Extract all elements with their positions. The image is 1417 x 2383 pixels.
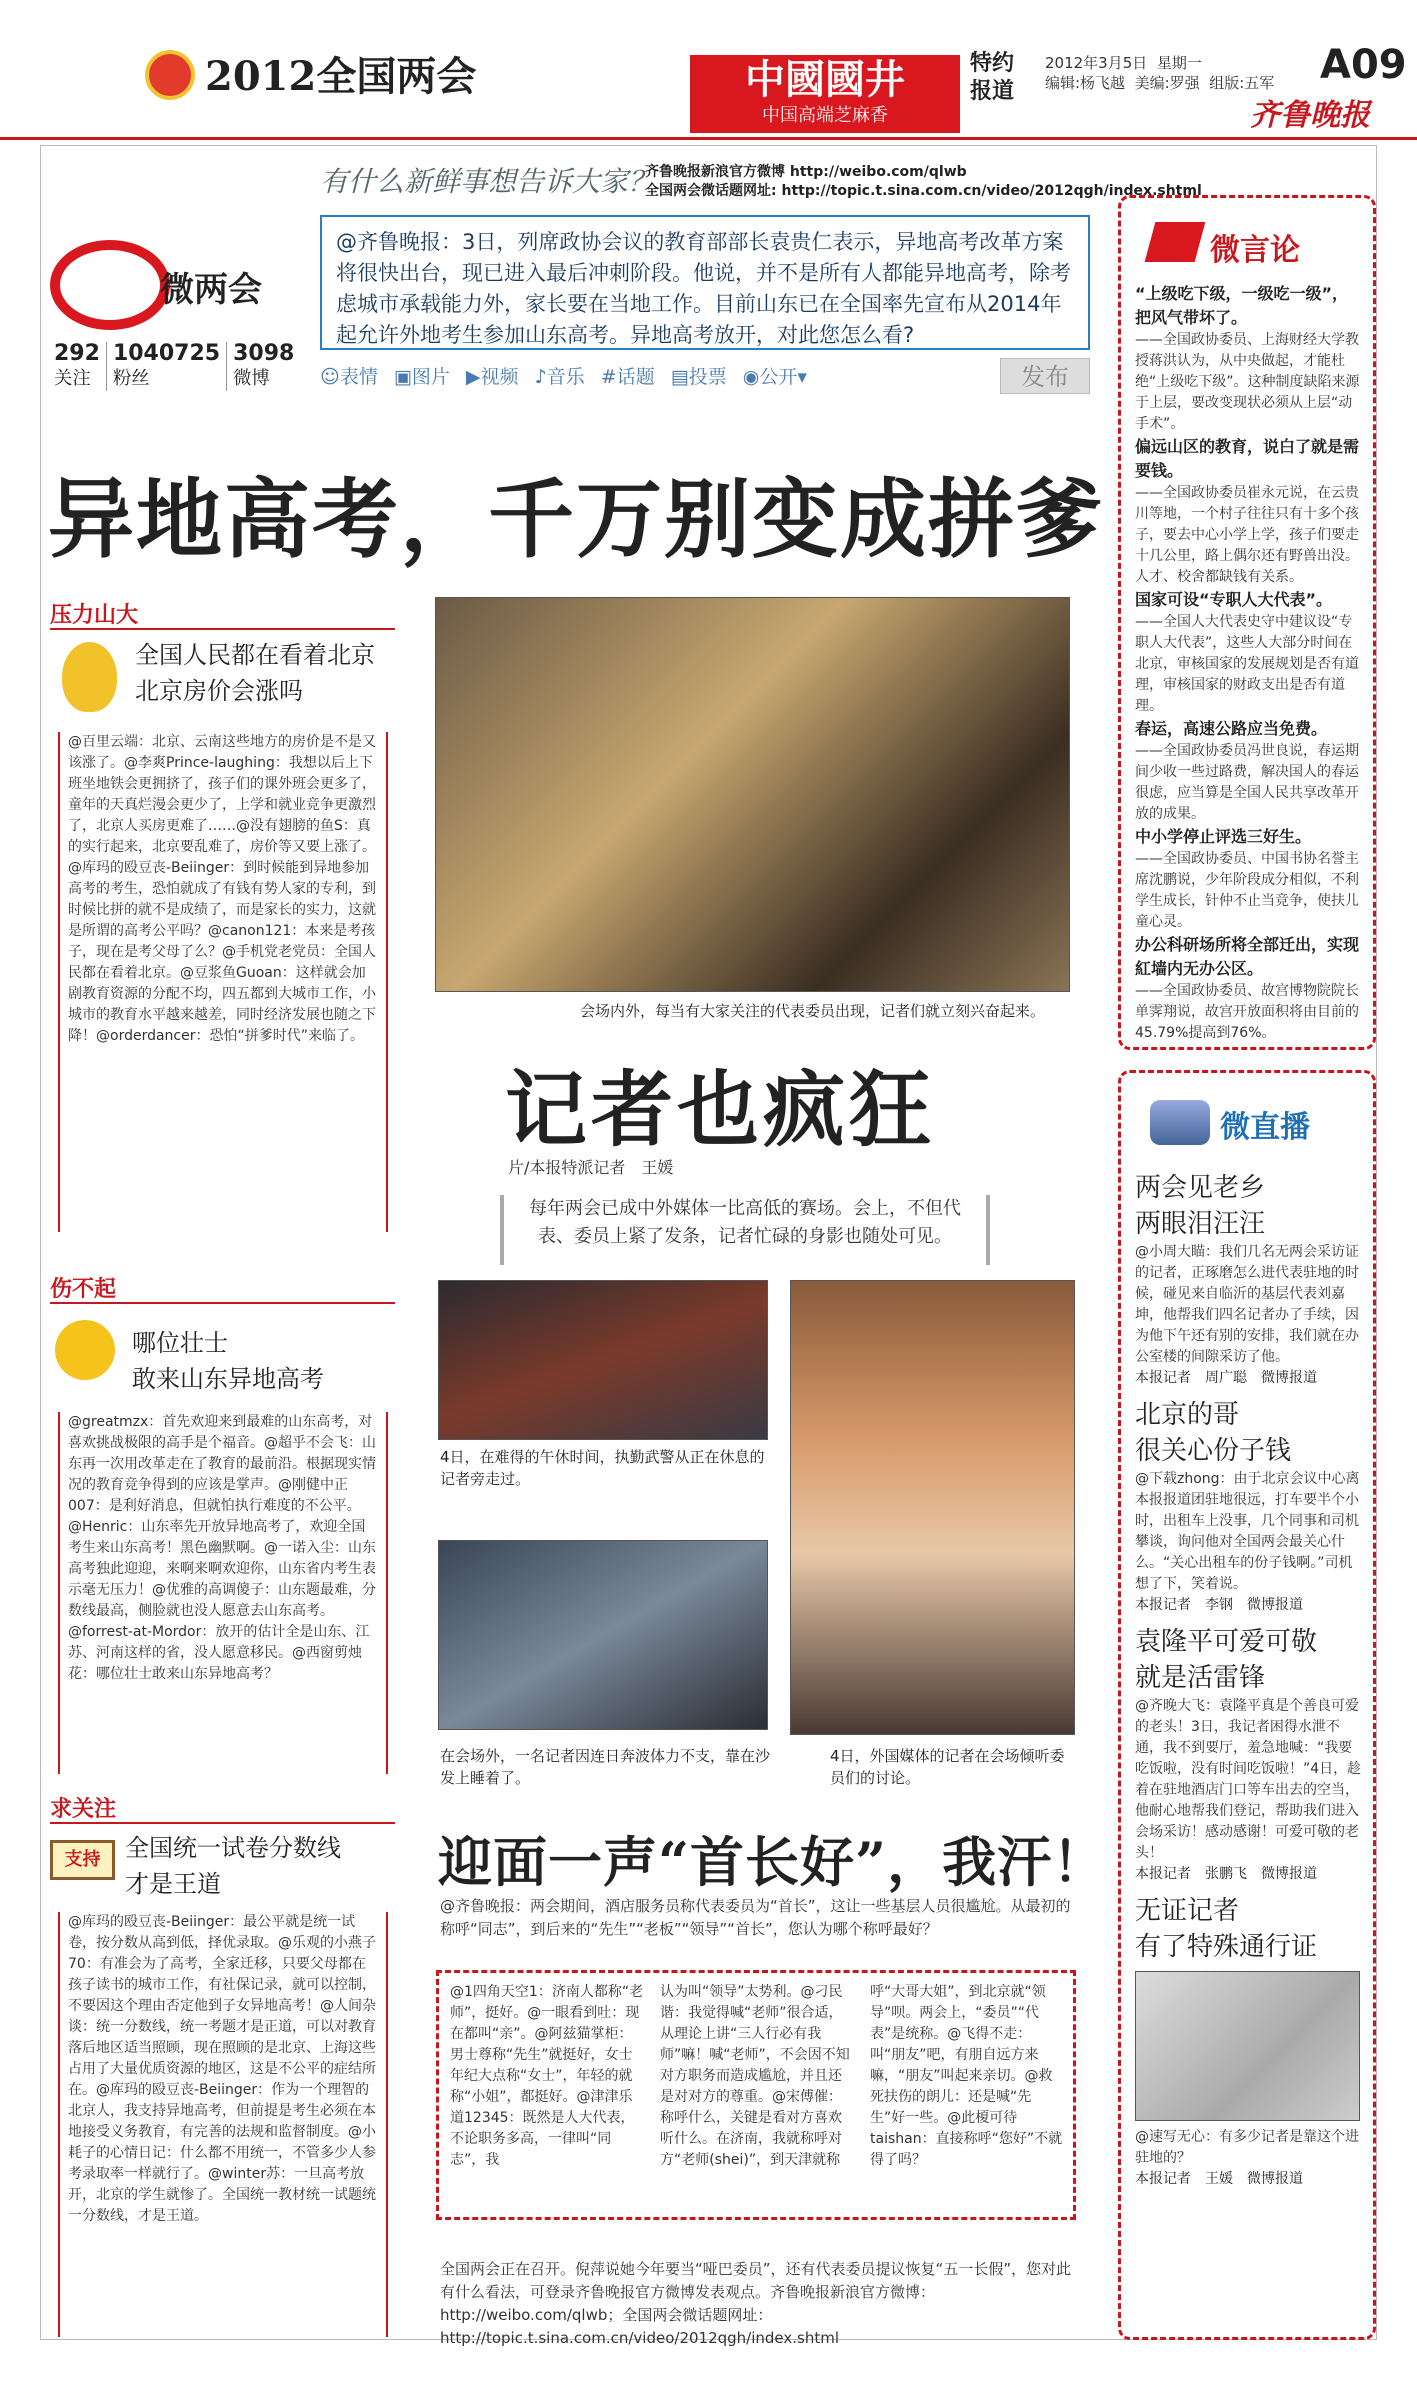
photo3-caption: 在会场外，一名记者因连日奔波体力不支，靠在沙发上睡着了。 (440, 1747, 771, 1787)
boss-col1: @1四角天空1：济南人都称“老师”，挺好。@一眼看到吐：现在都叫“亲”。@阿兹猫掌柜：男士尊称“先生”就挺好，女士年纪大点称“女士”，年轻的就称“小姐”，都挺好。@津津乐道12345：既然是人大代表，不论职务多高，一律叫“同志”，我 (450, 1984, 644, 2168)
national-emblem-icon (145, 50, 195, 100)
photo-sleeping-reporter (438, 1540, 768, 1730)
s2-comments: @greatmzx：首先欢迎来到最难的山东高考，对喜欢挑战极限的高手是个福音。@超乎不会飞：山东再一次用改革走在了教育的最前沿。根据现实情况的教育竞争得到的应该是掌声。@刚健中正007：是利好消息，但就怕执行难度的不公平。@Henric：山东率先开放异地高考了，欢迎全国考生来山东高考！黑色幽默啊。@一诺入尘：山东高考独此迎迎，来啊来啊欢迎你，山东省内考生表示毫无压力！@优雅的高调傻子：山东题最难，分数线最高，侧脸就也没人愿意去山东高考。@forrest-at-Mordor：放开的估计全是山东、江苏、河南这样的省，没人愿意移民。@西窗剪烛花：哪位壮士敢来山东异地高考？ (58, 1412, 388, 1774)
weibo-stats (48, 342, 300, 391)
weibo-prompt: 有什么新鲜事想告诉大家？ (320, 165, 657, 198)
feature-title: 记者也疯狂 (505, 1062, 936, 1158)
sponsor-logo-main: 中國國井 (745, 56, 905, 103)
section-tag-pressure: 压力山大 (50, 603, 139, 628)
boss-lead: @齐鲁晚报：两会期间，酒店服务员称代表委员为“首长”，这让一些基层人员很尴尬。从最初的称呼“同志”，到后来的“先生”“老板”“领导”“首长”，您认为哪个称呼最好？ (440, 1897, 1071, 1938)
micro-opinion-content: “上级吃下级，一级吃一级”，把风气带坏了。 ——全国政协委员、上海财经大学教授蒋洪认为，从中央做起，才能杜绝“上级吃下级”。这种制度缺陷来源于上层，要改变现状必须从上层“动手术”。 偏远山区的教育，说白了就是需要钱。 ——全国政协委员崔永元说，在云贵川等地，一个村子往往只有十多个孩子，要去中心小学上学，孩子们要走十几公里，路上偶尔还有野兽出没。人才、校舍都缺钱有关系。 国家可设“专职人大代表”。 ——全国人大代表史守中建议设“专职人大代表”，这些人大部分时间在北京，审核国家的发展规划是否有道理，审核国家的财政支出是否有道理。 春运，高速公路应当免费。 ——全国政协委员冯世良说，春运期间少收一些过路费，解决国人的春运很虑，应当算是全国人民共享改革开放的成果。 中小学停止评选三好生。 ——全国政协委员、中国书协名誉主席沈鹏说，少年阶段成分相似，不利学生成长，针仲不止当竞争，使扶儿童心灵。 办公科研场所将全部迁出，实现紅墙内无办公区。 ——全国政协委员、故宫博物院院长单霁翔说，故宫开放面积将由目前的45.79%提高到76%。 (1135, 284, 1360, 1041)
s1-comments: @百里云端：北京、云南这些地方的房价是不是又该涨了。@李爽Prince-laughing：我想以后上下班坐地铁会更拥挤了，孩子们的课外班会更多了，童年的天真烂漫会更少了，上学和就业竞争更激烈了，北京人买房更难了……@没有翅膀的鱼S：真的实行起来，北京要乱难了，房价等又要上涨了。@库玛的殴豆丧-Beiinger：到时候能到异地参加高考的考生，恐怕就成了有钱有势人家的专利，到时候比拼的就不是成绩了，而是家长的实力，这就是所谓的高考公平吗？@canon121：本来是考孩子，现在是考父母了么？@手机党老党员：全国人民都在看着北京。@豆浆鱼Guoan：这样就会加剧教育资源的分配不均，四五都到大城市工作，小城市的教育水平越来越差，同时经济发展也随之下降！@orderdancer：恐怕“拼爹时代”来临了。 (58, 732, 388, 1232)
section-rule (50, 1302, 395, 1304)
publish-button[interactable]: 发布 (1000, 358, 1090, 394)
date: 2012年3月5日 (1045, 54, 1148, 72)
topic-tool[interactable]: #话题 (600, 366, 655, 388)
page-footer-note: 全国两会正在召开。倪萍说她今年要当“哑巴委员”，还有代表委员提议恢复“五一长假”，您对此有什么看法，可登录齐鲁晚报官方微博发表观点。齐鲁晚报新浪官方微博：http://weibo.com/qlwb；全国两会微话题网址：http://topic.t.sina.com.cn/video/2012qgh/index.shtml (440, 2260, 1072, 2347)
staff-line (1045, 72, 1274, 93)
sponsor-logo-sub: 中国高端芝麻香 (762, 105, 888, 126)
editor: 编辑:杨飞越 (1045, 74, 1126, 92)
video-tool[interactable]: ▶视频 (465, 366, 519, 388)
photo2-caption: 4日，在难得的午休时间，执勤武警从正在休息的记者旁走过。 (440, 1448, 765, 1488)
micro-live-content: 两会见老乡 两眼泪汪汪 @小周大瞄：我们几名无两会采访证的记者，正琢磨怎么进代表驻地的时候，碰见来自临沂的基层代表刘嘉坤，他帮我们四名记者办了手续，因为他下午还有别的安排，我们就在办公室楼的间隙采访了他。 本报记者 周广聪 微博报道 北京的哥 很关心份子钱 @下载zhong：由于北京会议中心离本报报道团驻地很远，打车要半个小时，出租车上没事，几个同事和司机攀谈，询问他对全国两会最关心什么。“关心出租车的份子钱啊。”司机想了下，笑着说。 本报记者 李钢 微博报道 袁隆平可爱可敬 就是活雷锋 @齐晚大飞：袁隆平真是个善良可爱的老头！3日，我记者困得水泄不通，我不到要厅，羞急地喊：“我要吃饭啦，没有时间吃饭啦！”4日，趁着在驻地酒店门口等车出去的空当，他耐心地帮我们登记，帮助我们进入会场采访！感动感谢！可爱可敬的老头！ 本报记者 张鹏飞 微博报道 无证记者 有了特殊通行证 @速写无心：有多少记者是靠这个进驻地的？ 本报记者 王媛 微博报道 (1135, 1173, 1362, 2187)
micro-live-title: 微直播 (1220, 1110, 1310, 1145)
vote-tool[interactable]: ▤投票 (670, 366, 727, 388)
feature-byline: 片/本报特派记者 王媛 (508, 1158, 674, 1177)
photo1-caption: 会场内外，每当有大家关注的代表委员出现，记者们就立刻兴奋起来。 (580, 1002, 1046, 1020)
stat-posts: 3098 微博 (233, 341, 295, 389)
main-headline: 异地高考，千万别变成拼爹 (48, 469, 1104, 570)
music-tool[interactable]: ♪音乐 (534, 366, 585, 388)
s3-comments: @库玛的殴豆丧-Beiinger：最公平就是统一试卷，按分数从高到低，择优录取。@乐观的小燕子70：有准会为了高考，全家迁移，只要父母都在孩子读书的城市工作，有社保记录，就可以控制，不要因这个理由否定他到子女异地高考！@人间杂谈：统一分数线，统一考题才是正道，可以对教育落后地区适当照顾，现在照顾的是北京、上海这些占用了大量优质资源的地区，这是不公平的症结所在。@库玛的殴豆丧-Beiinger：作为一个理智的北京人，我支持异地高考，但前提是考生必须在本地接受义务教育，有完善的法规和监督制度。@小耗子的心情日记：什么都不用统一，不管多少人参考录取率一样就行了。@winter苏：一旦高考放开，北京的学生就惨了。全国统一教材统一试题统一分数线，才是王道。 (58, 1912, 388, 2337)
weibo-module-title: 微两会 (160, 270, 262, 310)
cartoon-face-icon (55, 1320, 115, 1380)
designer: 美编:罗强 (1134, 74, 1200, 92)
tv-logo-icon (1150, 1100, 1210, 1145)
stat-follow: 292 关注 (48, 342, 107, 391)
section-tag-hurt: 伤不起 (50, 1277, 117, 1302)
special-report-label: 特约报道 (970, 51, 1015, 104)
image-tool[interactable]: ▣图片 (393, 366, 450, 388)
feature-lead: 每年两会已成中外媒体一比高低的赛场。会上，不但代表、委员上紧了发条，记者忙碌的身影也随处可见。 (529, 1198, 961, 1247)
photo-pass-card (1135, 1971, 1360, 2121)
support-sign-icon: 支持 (50, 1840, 115, 1880)
topic-title: 2012全国两会 (205, 53, 477, 100)
stat-fans: 1040725 粉丝 (107, 342, 227, 391)
photo4-caption: 4日，外国媒体的记者在会场倾听委员们的讨论。 (830, 1747, 1065, 1787)
page-number: A09 (1320, 42, 1407, 88)
feature-lead-box (500, 1195, 990, 1265)
official-links: 齐鲁晚报新浪官方微博 http://weibo.com/qlwb 全国两会微话题网址: http://topic.t.sina.com.cn/video/2012qgh/index.shtml (645, 164, 1202, 199)
boss-headline: 迎面一声“首长好”，我汗！ (438, 1830, 1108, 1894)
emoji-tool[interactable]: ☺表情 (320, 366, 378, 388)
newspaper-name: 齐鲁晚报 (1250, 98, 1370, 133)
photo-foreign-reporter (790, 1280, 1075, 1735)
section-tag-attention: 求关注 (50, 1797, 117, 1822)
s2-title: 哪位壮士 敢来山东异地高考 (132, 1329, 324, 1393)
weibo-post-box[interactable]: @齐鲁晚报：3日，列席政协会议的教育部部长袁贵仁表示，异地高考改革方案将很快出台，现已进入最后冲刺阶段。他说，并不是所有人都能异地高考，除考虑城市承载能力外，家长要在当地工作。目前山东已在全国率先宣布从2014年起允许外地考生参加山东高考。异地高考放开，对此您怎么看? (320, 215, 1090, 350)
photo-police-reporters (438, 1280, 768, 1440)
boss-col3: 呼“大哥大姐”，到北京就“领导”呗。两会上，“委员”“代表”是统称。@飞得不走：叫“朋友”吧，有朋自远方来嘛，“朋友”叫起来亲切。@救死扶伤的朗儿：还是喊“先生”好一些。@此榎可待taishan：直接称呼“您好”不就得了吗？ (870, 1984, 1063, 2168)
section-rule (50, 628, 395, 630)
section-rule (50, 1822, 395, 1824)
visibility-tool[interactable]: ◉公开▾ (742, 366, 807, 388)
weekday: 星期一 (1156, 54, 1202, 72)
s3-title: 全国统一试卷分数线 才是王道 (125, 1834, 341, 1898)
date-line (1045, 52, 1202, 73)
boss-col2: 认为叫“领导”太势利。@刁民谐：我觉得喊“老师”很合适，从理论上讲“三人行必有我师”嘛！喊“老师”，不会因不知对方职务而造成尴尬，并且还是对对方的尊重。@宋傅催：称呼什么，关键是看对方喜欢听什么。在济南，我就称呼对方“老师(shei)”，到天津就称 (660, 1984, 850, 2168)
photo-reporters-crowd (435, 597, 1070, 992)
s1-title: 全国人民都在看着北京 北京房价会涨吗 (135, 641, 375, 705)
weibo-toolbar (320, 362, 807, 389)
pear-icon (62, 642, 117, 712)
sponsor-logo (690, 55, 960, 133)
weibo-at-icon (50, 240, 170, 330)
proof: 组版:五军 (1209, 74, 1275, 92)
micro-opinion-title: 微言论 (1210, 233, 1300, 268)
